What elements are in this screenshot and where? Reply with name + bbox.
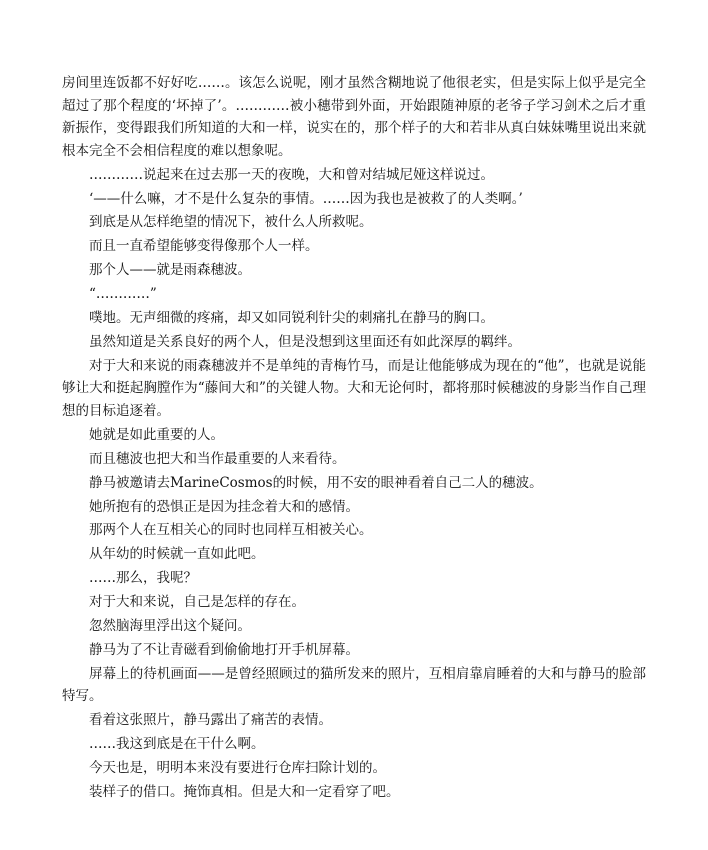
paragraph: 而且一直希望能够变得像那个人一样。	[89, 238, 319, 255]
paragraph: 她就是如此重要的人。	[89, 426, 224, 443]
paragraph: 噗地。无声细微的疼痛，却又如同锐利针尖的刺痛扎在静马的胸口。	[89, 310, 494, 327]
paragraph: 忽然脑海里浮出这个疑问。	[89, 618, 251, 634]
paragraph: ……我这到底是在干什么啊。	[89, 736, 265, 753]
paragraph: 房间里连饭都不好好吃……。该怎么说呢，刚才虽然含糊地说了他很老实，但是实际上似乎是完全超过了那个程度的‘坏掉了’。…………被小穗带到外面，开始跟随神原的老爷子学习剑术之后才重新振作，变得跟我们所知道的大和一样，说实在的，那个样子的大和若非从真白妹妹嘴里说出来就根本完全不会相信程度的难以想象呢。	[62, 75, 646, 159]
paragraph: 静马被邀请去MarineCosmos的时候，用不安的眼神看着自己二人的穗波。	[89, 474, 543, 491]
document-body	[62, 72, 646, 805]
paragraph: 对于大和来说，自己是怎样的存在。	[89, 594, 305, 611]
paragraph: ‘——什么嘛，才不是什么复杂的事情。……因为我也是被救了的人类啊。’	[89, 190, 523, 207]
paragraph: 对于大和来说的雨森穗波并不是单纯的青梅竹马，而是让他能够成为现在的“他”，也就是说能够让大和挺起胸膛作为“藤间大和”的关键人物。大和无论何时，都将那时候穗波的身影当作自己理想的目标追逐着。	[62, 357, 646, 419]
paragraph: 今天也是，明明本来没有要进行仓库扫除计划的。	[89, 760, 386, 777]
paragraph: 静马为了不让青磁看到偷偷地打开手机屏幕。	[89, 641, 359, 658]
paragraph: 装样子的借口。掩饰真相。但是大和一定看穿了吧。	[89, 783, 400, 800]
paragraph: 虽然知道是关系良好的两个人，但是没想到这里面还有如此深厚的羁绊。	[89, 333, 521, 350]
paragraph: 屏幕上的待机画面——是曾经照顾过的猫所发来的照片，互相肩靠肩睡着的大和与静马的脸部特写。	[62, 665, 646, 705]
paragraph: 而且穗波也把大和当作最重要的人来看待。	[89, 450, 346, 467]
paragraph: 看着这张照片，静马露出了痛苦的表情。	[89, 712, 332, 729]
paragraph: 她所抱有的恐惧正是因为挂念着大和的感情。	[89, 498, 359, 515]
paragraph: 到底是从怎样绝望的情况下，被什么人所救呢。	[89, 214, 373, 231]
paragraph: …………说起来在过去那一天的夜晚，大和曾对结城尼娅这样说过。	[89, 166, 494, 183]
paragraph: 那两个人在互相关心的同时也同样互相被关心。	[89, 522, 373, 539]
paragraph: 从年幼的时候就一直如此吧。	[89, 546, 265, 563]
paragraph: “…………”	[89, 286, 157, 303]
paragraph: ……那么，我呢？	[89, 570, 197, 587]
paragraph: 那个人——就是雨森穗波。	[89, 262, 251, 279]
